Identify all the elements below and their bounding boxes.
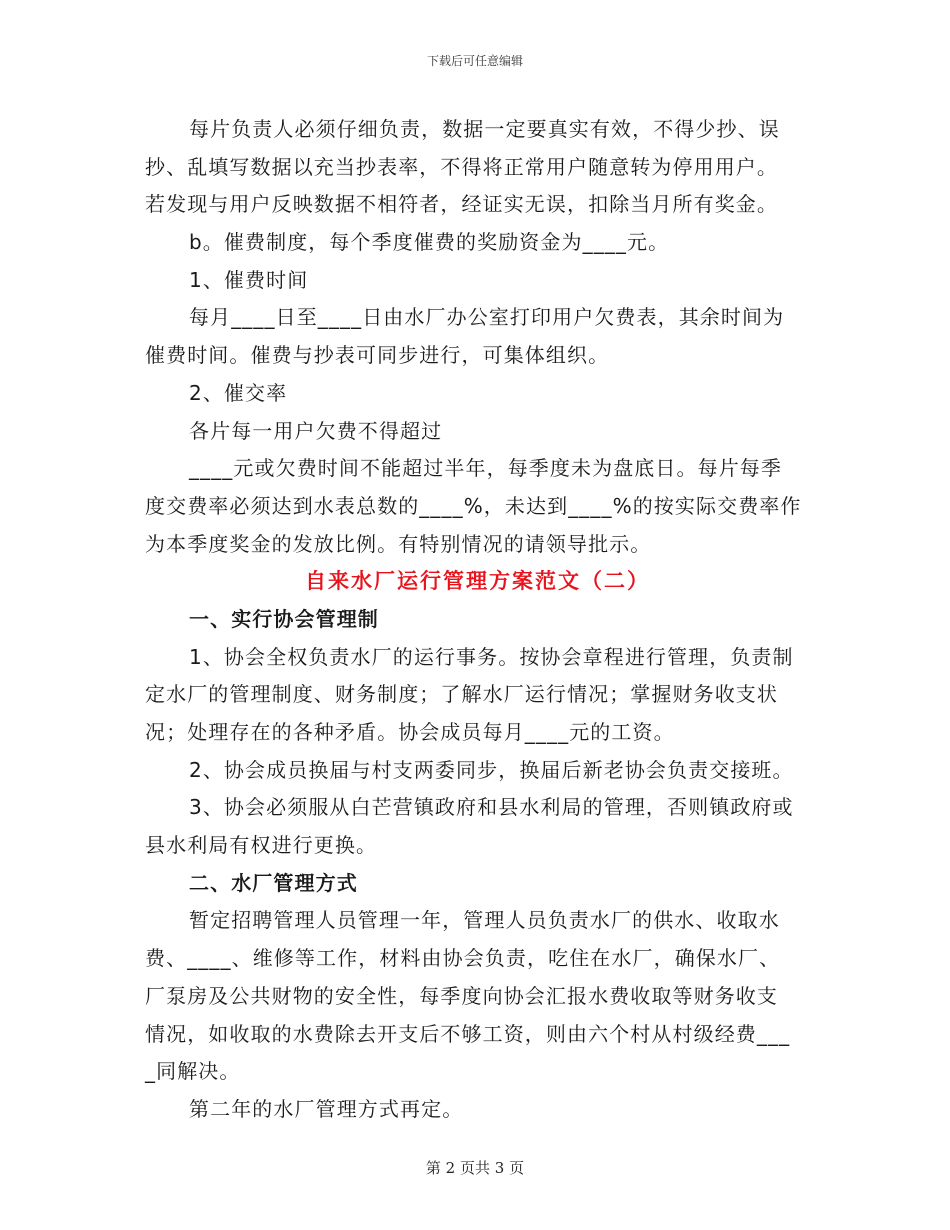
text-line: 暂定招聘管理人员管理一年，管理人员负责水厂的供水、收取水 — [189, 908, 780, 933]
text-line: 情况，如收取的水费除去开支后不够工资，则由六个村从村级经费___ — [145, 1021, 791, 1046]
text-line: 各片每一用户欠费不得超过 — [189, 418, 443, 443]
text-line: 每片负责人必须仔细负责，数据一定要真实有效，不得少抄、误 — [189, 117, 780, 141]
text-line: 2、协会成员换届与村支两委同步，换届后新老协会负责交接班。 — [189, 757, 794, 782]
text-line: 3、协会必须服从白芒营镇政府和县水利局的管理，否则镇政府或 — [189, 795, 794, 820]
text-line: 1、协会全权负责水厂的运行事务。按协会章程进行管理，负责制 — [189, 644, 794, 669]
text-line: 为本季度奖金的发放比例。有特别情况的请领导批示。 — [145, 531, 652, 556]
text-line: 催费时间。催费与抄表可同步进行，可集体组织。 — [145, 343, 610, 368]
document-body — [145, 111, 810, 1129]
page-header: 下载后可任意编辑 — [426, 54, 523, 68]
section-heading: 一、实行协会管理制 — [189, 606, 379, 631]
text-line: 况；处理存在的各种矛盾。协会成员每月____元的工资。 — [145, 720, 675, 744]
page-footer: 第 2 页共 3 页 — [425, 1159, 525, 1177]
text-line: 第二年的水厂管理方式再定。 — [189, 1096, 464, 1121]
section-heading: 二、水厂管理方式 — [189, 870, 358, 895]
section-title: 自来水厂运行管理方案范文（二） — [305, 569, 650, 594]
text-line: 若发现与用户反映数据不相符者，经证实无误，扣除当月所有奖金。 — [145, 192, 778, 217]
text-line: 1、催费时间 — [189, 267, 309, 292]
text-line: 县水利局有权进行更换。 — [145, 833, 378, 858]
text-line: 每月____日至____日由水厂办公室打印用户欠费表，其余时间为 — [189, 305, 785, 330]
text-line: b。催费制度，每个季度催费的奖励资金为____元。 — [189, 230, 670, 255]
text-line: 费、____、维修等工作，材料由协会负责，吃住在水厂，确保水厂、 — [145, 946, 781, 971]
text-line: _同解决。 — [145, 1059, 241, 1084]
text-line: 厂泵房及公共财物的安全性，每季度向协会汇报水费收取等财务收支 — [145, 983, 778, 1008]
text-line: 抄、乱填写数据以充当抄表率，不得将正常用户随意转为停用用户。 — [145, 154, 778, 179]
text-line: 2、催交率 — [189, 380, 288, 405]
text-line: 度交费率必须达到水表总数的____%，未达到____%的按实际交费率作 — [145, 493, 802, 518]
text-line: ____元或欠费时间不能超过半年，每季度未为盘底日。每片每季 — [189, 456, 782, 481]
text-line: 定水厂的管理制度、财务制度；了解水厂运行情况；掌握财务收支状 — [145, 682, 778, 707]
